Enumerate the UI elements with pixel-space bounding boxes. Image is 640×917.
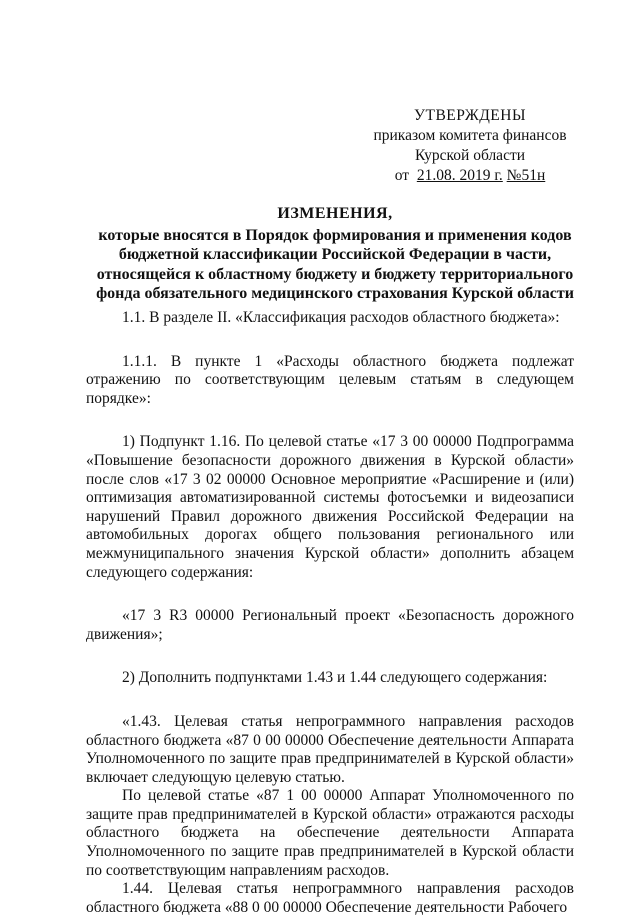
- approved-by-order: приказом комитета финансов: [373, 127, 567, 144]
- approved-date-prefix: от: [394, 167, 410, 184]
- paragraph-1-43: «1.43. Целевая статья непрограммного направления расходов областного бюджета «87 0 00 00000 Обеспечение деятельности Аппарата Уполномоченного по защите прав предпринимателей в Курской области» включает следующую целевую статью.: [86, 712, 574, 786]
- paragraph-1-44: 1.44. Целевая статья непрограммного направления расходов областного бюджета «88 0 00 00000 Обеспечение деятельности Рабочего: [86, 880, 574, 916]
- title-heading: ИЗМЕНЕНИЯ,: [277, 205, 393, 222]
- paragraph-subitem-2: 2) Дополнить подпунктами 1.43 и 1.44 следующего содержания:: [122, 669, 548, 687]
- approved-heading: УТВЕРЖДЕНЫ: [414, 107, 526, 124]
- approved-region: Курской области: [414, 147, 526, 164]
- approval-stamp-block: [360, 106, 580, 186]
- title-subtitle: которые вносятся в Порядок формирования и применения кодов бюджетной классификации Российской Федерации в части, относящейся к областному бюджету и бюджету территориального фонда обязательного медицинского страхования Курской области: [96, 226, 574, 302]
- paragraph-subitem-1: 1) Подпункт 1.16. По целевой статье «17 3 00 00000 Подпрограмма «Повышение безопасности дорожного движения в Курской области» после слов «17 3 02 00000 Основное мероприятие «Расширение и (или) оптимизация автоматизированной системы фотосъемки и видеозаписи нарушений Правил дорожного движения Российской Федерации на автомобильных дорогах общего пользования регионального или межмуниципального значения Курской области» дополнить абзацем следующего содержания:: [86, 433, 574, 581]
- paragraph-quote-17-3-r3: «17 3 R3 00000 Региональный проект «Безопасность дорожного движения»;: [86, 607, 574, 643]
- paragraph-1-1: 1.1. В разделе II. «Классификация расходов областного бюджета»:: [122, 309, 560, 326]
- approved-date-line: [360, 166, 580, 186]
- document-title: [80, 204, 590, 304]
- approved-date: 21.08. 2019 г.: [416, 167, 503, 184]
- paragraph-1-1-1: 1.1.1. В пункте 1 «Расходы областного бюджета подлежат отражению по соответствующим целевым статьям в следующем порядке»:: [86, 352, 574, 407]
- paragraph-87-1: По целевой статье «87 1 00 00000 Аппарат Уполномоченного по защите прав предпринимателей в Курской области» отражаются расходы областного бюджета на обеспечение деятельности Аппарата Уполномоченного по защите прав предпринимателей в Курской области по соответствующим направлениям расходов.: [86, 787, 574, 879]
- approved-number: №51н: [506, 167, 546, 184]
- document-body: [86, 309, 574, 917]
